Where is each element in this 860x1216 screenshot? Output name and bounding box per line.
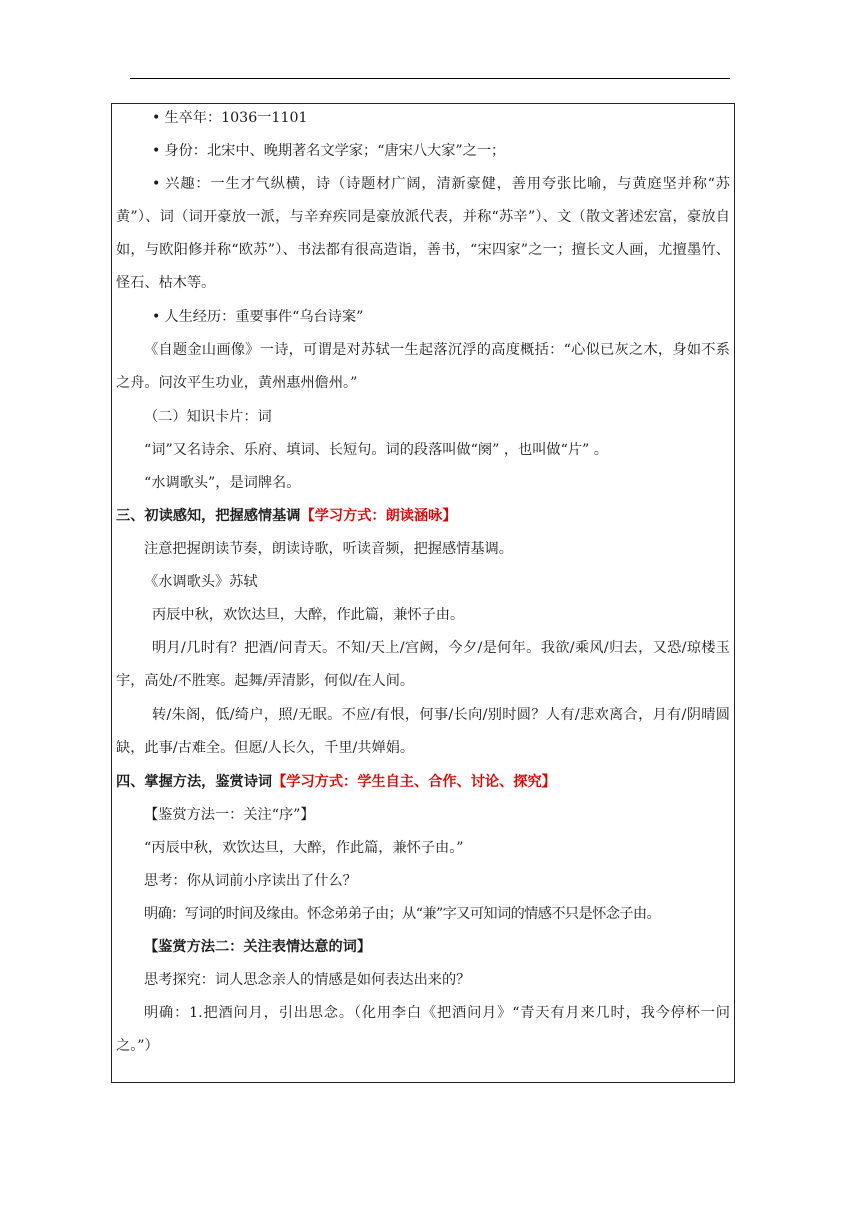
poem-stanza2: 转/朱阁，低/绮户，照/无眠。不应/有恨，何事/长向/别时圆？人有/悲欢离合，月有/阴晴圆缺，此事/古难全。但愿/人长久，千里/共婵娟。 — [116, 707, 730, 756]
bullet-interest-text: 兴趣：一生才气纵横，诗（诗题材广阔，清新豪健，善用夸张比喻，与黄庭坚并称“苏黄”）、词（词开豪放一派，与辛弃疾同是豪放派代表，并称“苏辛”）、文（散文著述宏富，豪放自如，与欧阳修并称“欧苏”）、书法都有很高造诣，善书，“宋四家”之一；擅长文人画，尤擅墨竹、怪石、枯木等。 — [116, 176, 730, 291]
method2-answer: 明确：1.把酒问月，引出思念。（化用李白《把酒问月》“青天有月来几时，我今停杯一问之。”） — [116, 1005, 730, 1054]
bullet-identity-text: 身份：北宋中、晚期著名文学家；“唐宋八大家”之一； — [164, 143, 506, 159]
section4-heading-text: 四、掌握方法，鉴赏诗词 — [116, 774, 273, 790]
bullet-identity — [116, 140, 730, 162]
poem-stanza1: 明月/几时有？把酒/问青天。不知/天上/宫阙，今夕/是何年。我欲/乘风/归去，又恐/琼楼玉宇，高处/不胜寒。起舞/弄清影，何似/在人间。 — [116, 640, 730, 689]
bullet-interest — [116, 168, 730, 300]
method2-title: 【鉴赏方法二：关注表情达意的词】 — [144, 939, 372, 955]
section3-method: 【学习方式：朗读涵咏】 — [300, 508, 457, 524]
bullet-birth — [116, 107, 730, 129]
bullet-birth-text: 生卒年：1036一1101 — [164, 110, 308, 126]
bullet-dot: • — [152, 176, 161, 192]
portrait-poem-text: 《自题金山画像》一诗，可谓是对苏轼一生起落沉浮的高度概括：“心似已灰之木，身如不系之舟。问汝平生功业，黄州惠州儋州。” — [116, 342, 730, 391]
knowledge-card-line2: “水调歌头”，是词牌名。 — [144, 475, 301, 491]
bullet-experience-text: 人生经历：重要事件“乌台诗案” — [164, 309, 364, 325]
section3-instruction: 注意把握朗读节奏，朗读诗歌，听读音频，把握感情基调。 — [144, 541, 513, 557]
section3-heading — [116, 505, 730, 527]
bullet-experience — [116, 306, 730, 328]
document-body — [116, 107, 730, 1069]
poem-title: 《水调歌头》苏轼 — [144, 574, 258, 590]
method1-answer: 明确：写词的时间及缘由。怀念弟弟子由；从“兼”字又可知词的情感不只是怀念子由。 — [144, 906, 661, 922]
header-rule — [130, 78, 730, 79]
bullet-dot: • — [152, 143, 161, 159]
method1-title: 【鉴赏方法一：关注“序”】 — [144, 807, 315, 823]
bullet-dot: • — [152, 309, 161, 325]
knowledge-card-title: （二）知识卡片：词 — [144, 409, 272, 425]
poem-preface: 丙辰中秋，欢饮达旦，大醉，作此篇，兼怀子由。 — [152, 607, 465, 623]
section4-method: 【学习方式：学生自主、合作、讨论、探究】 — [272, 774, 556, 790]
method1-quote: “丙辰中秋，欢饮达旦，大醉，作此篇，兼怀子由。” — [144, 840, 464, 856]
knowledge-card-line1: “词”又名诗余、乐府、填词、长短句。词的段落叫做“阕” ，也叫做“片” 。 — [144, 442, 608, 458]
method1-think: 思考：你从词前小序读出了什么？ — [144, 873, 357, 889]
section4-heading — [116, 771, 730, 793]
bullet-dot: • — [152, 110, 161, 126]
section3-heading-text: 三、初读感知，把握感情基调 — [116, 508, 301, 524]
method2-think: 思考探究：词人思念亲人的情感是如何表达出来的？ — [144, 972, 471, 988]
